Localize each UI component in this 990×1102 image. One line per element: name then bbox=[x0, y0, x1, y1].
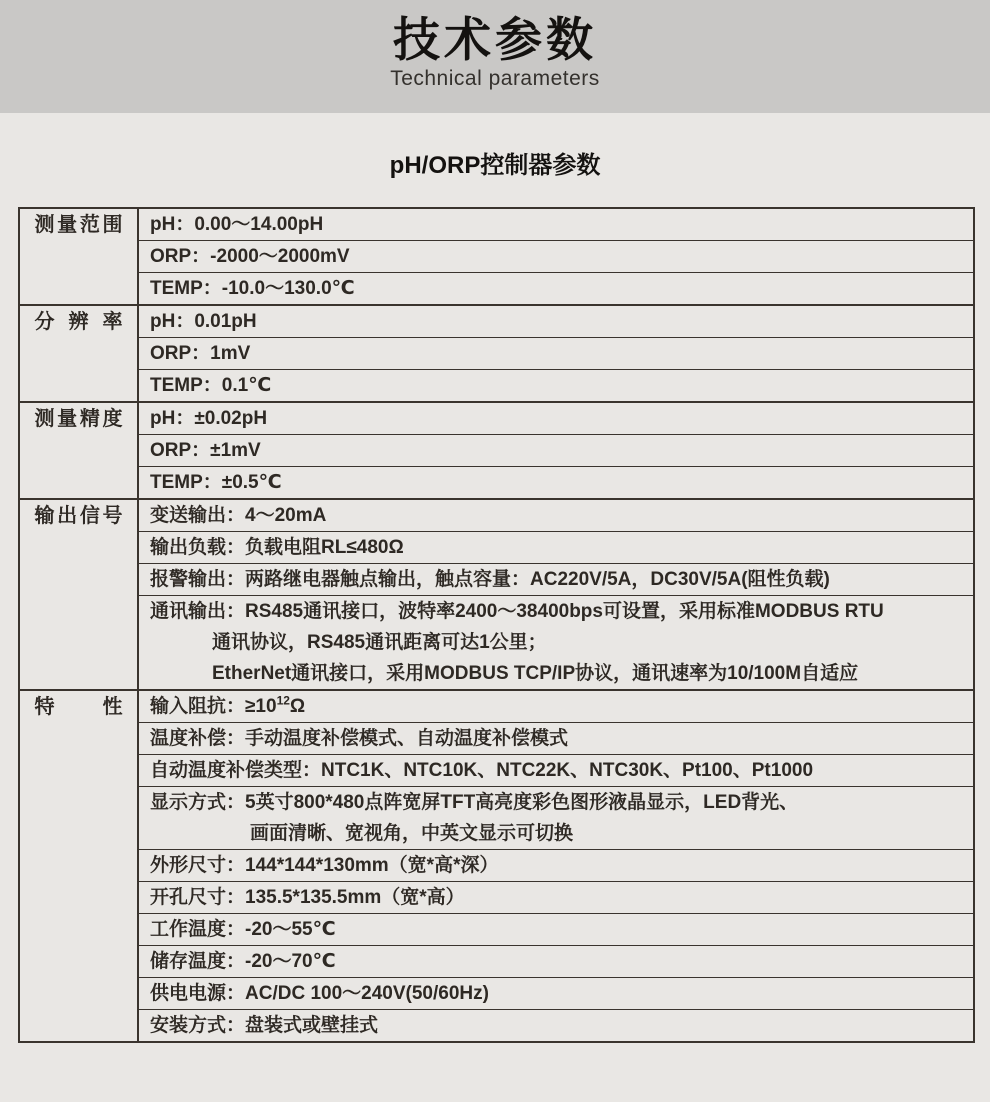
spec-line: 变送输出：4～20mA bbox=[150, 505, 327, 526]
group-label: 特性 bbox=[34, 696, 123, 718]
section-title: pH/ORP控制器参数 bbox=[389, 152, 601, 179]
spec-row bbox=[139, 240, 973, 272]
group-label-cell bbox=[20, 500, 139, 689]
group-label: 输出信号 bbox=[34, 505, 123, 527]
spec-row bbox=[139, 272, 973, 304]
spec-line: 安装方式：盘装式或壁挂式 bbox=[150, 1015, 379, 1036]
spec-row bbox=[139, 531, 973, 563]
group-rows bbox=[139, 691, 973, 1041]
group-rows bbox=[139, 500, 973, 689]
spec-line: 自动温度补偿类型：NTC1K、NTC10K、NTC22K、NTC30K、Pt100、Pt1000 bbox=[150, 760, 814, 781]
page-title: 技术参数 bbox=[393, 13, 597, 66]
group-label-cell bbox=[20, 691, 139, 1041]
spec-line: 开孔尺寸：135.5*135.5mm（宽*高） bbox=[150, 887, 465, 908]
page-subtitle: Technical parameters bbox=[390, 66, 600, 90]
spec-line: ORP：±1mV bbox=[150, 440, 261, 461]
spec-line: TEMP：0.1℃ bbox=[150, 375, 272, 396]
spec-row bbox=[139, 306, 973, 337]
spec-row bbox=[139, 722, 973, 754]
spec-line: EtherNet通讯接口，采用MODBUS TCP/IP协议，通讯速率为10/100M自适应 bbox=[212, 663, 859, 684]
group-label-cell bbox=[20, 403, 139, 498]
spec-row bbox=[139, 209, 973, 240]
spec-row bbox=[139, 595, 973, 689]
spec-line: ORP：1mV bbox=[150, 343, 251, 364]
group-label-cell bbox=[20, 209, 139, 304]
spec-row bbox=[139, 913, 973, 945]
spec-line: 画面清晰、宽视角，中英文显示可切换 bbox=[250, 823, 574, 844]
spec-row bbox=[139, 434, 973, 466]
spec-group bbox=[20, 689, 973, 1041]
spec-line: 供电电源：AC/DC 100～240V(50/60Hz) bbox=[150, 983, 489, 1004]
spec-row bbox=[139, 881, 973, 913]
spec-row bbox=[139, 691, 973, 722]
spec-line bbox=[139, 691, 973, 722]
spec-row bbox=[139, 945, 973, 977]
spec-line: pH：0.01pH bbox=[150, 311, 257, 332]
spec-row bbox=[139, 786, 973, 849]
spec-line: 通讯协议，RS485通讯距离可达1公里； bbox=[212, 632, 547, 653]
spec-table bbox=[18, 207, 975, 1043]
group-rows bbox=[139, 209, 973, 304]
spec-line: 输出负载：负载电阻RL≤480Ω bbox=[150, 537, 404, 558]
spec-row bbox=[139, 977, 973, 1009]
spec-line: 外形尺寸：144*144*130mm（宽*高*深） bbox=[150, 855, 499, 876]
spec-line: 储存温度：-20～70℃ bbox=[150, 951, 336, 972]
spec-row bbox=[139, 754, 973, 786]
spec-line: TEMP：-10.0～130.0℃ bbox=[150, 278, 355, 299]
spec-line: 温度补偿：手动温度补偿模式、自动温度补偿模式 bbox=[150, 728, 569, 749]
header-banner bbox=[0, 0, 990, 113]
spec-row bbox=[139, 849, 973, 881]
spec-row bbox=[139, 337, 973, 369]
spec-line: 工作温度：-20～55℃ bbox=[150, 919, 336, 940]
spec-row bbox=[139, 500, 973, 531]
spec-row bbox=[139, 563, 973, 595]
spec-line: 通讯输出：RS485通讯接口，波特率2400～38400bps可设置，采用标准MODBUS RTU bbox=[150, 601, 884, 622]
spec-row bbox=[139, 466, 973, 498]
spec-row bbox=[139, 403, 973, 434]
spec-group bbox=[20, 304, 973, 401]
spec-line: 显示方式：5英寸800*480点阵宽屏TFT高亮度彩色图形液晶显示，LED背光、 bbox=[150, 792, 799, 813]
spec-group bbox=[20, 209, 973, 304]
group-rows bbox=[139, 403, 973, 498]
spec-text-segment: 输入阻抗：≥10 bbox=[150, 696, 277, 717]
group-label: 测量精度 bbox=[34, 408, 123, 430]
spec-group bbox=[20, 401, 973, 498]
group-label: 分辨率 bbox=[34, 311, 123, 333]
superscript-exponent: 12 bbox=[276, 693, 290, 708]
spec-group bbox=[20, 498, 973, 689]
spec-line: ORP：-2000～2000mV bbox=[150, 246, 350, 267]
spec-row bbox=[139, 1009, 973, 1041]
group-label: 测量范围 bbox=[34, 214, 123, 236]
spec-line: 报警输出：两路继电器触点输出，触点容量：AC220V/5A，DC30V/5A(阻性负载) bbox=[150, 569, 830, 590]
spec-line: pH：±0.02pH bbox=[150, 408, 268, 429]
spec-line: TEMP：±0.5℃ bbox=[150, 472, 282, 493]
spec-line: pH：0.00～14.00pH bbox=[150, 214, 324, 235]
group-rows bbox=[139, 306, 973, 401]
spec-row bbox=[139, 369, 973, 401]
spec-text-segment: Ω bbox=[289, 696, 306, 717]
group-label-cell bbox=[20, 306, 139, 401]
